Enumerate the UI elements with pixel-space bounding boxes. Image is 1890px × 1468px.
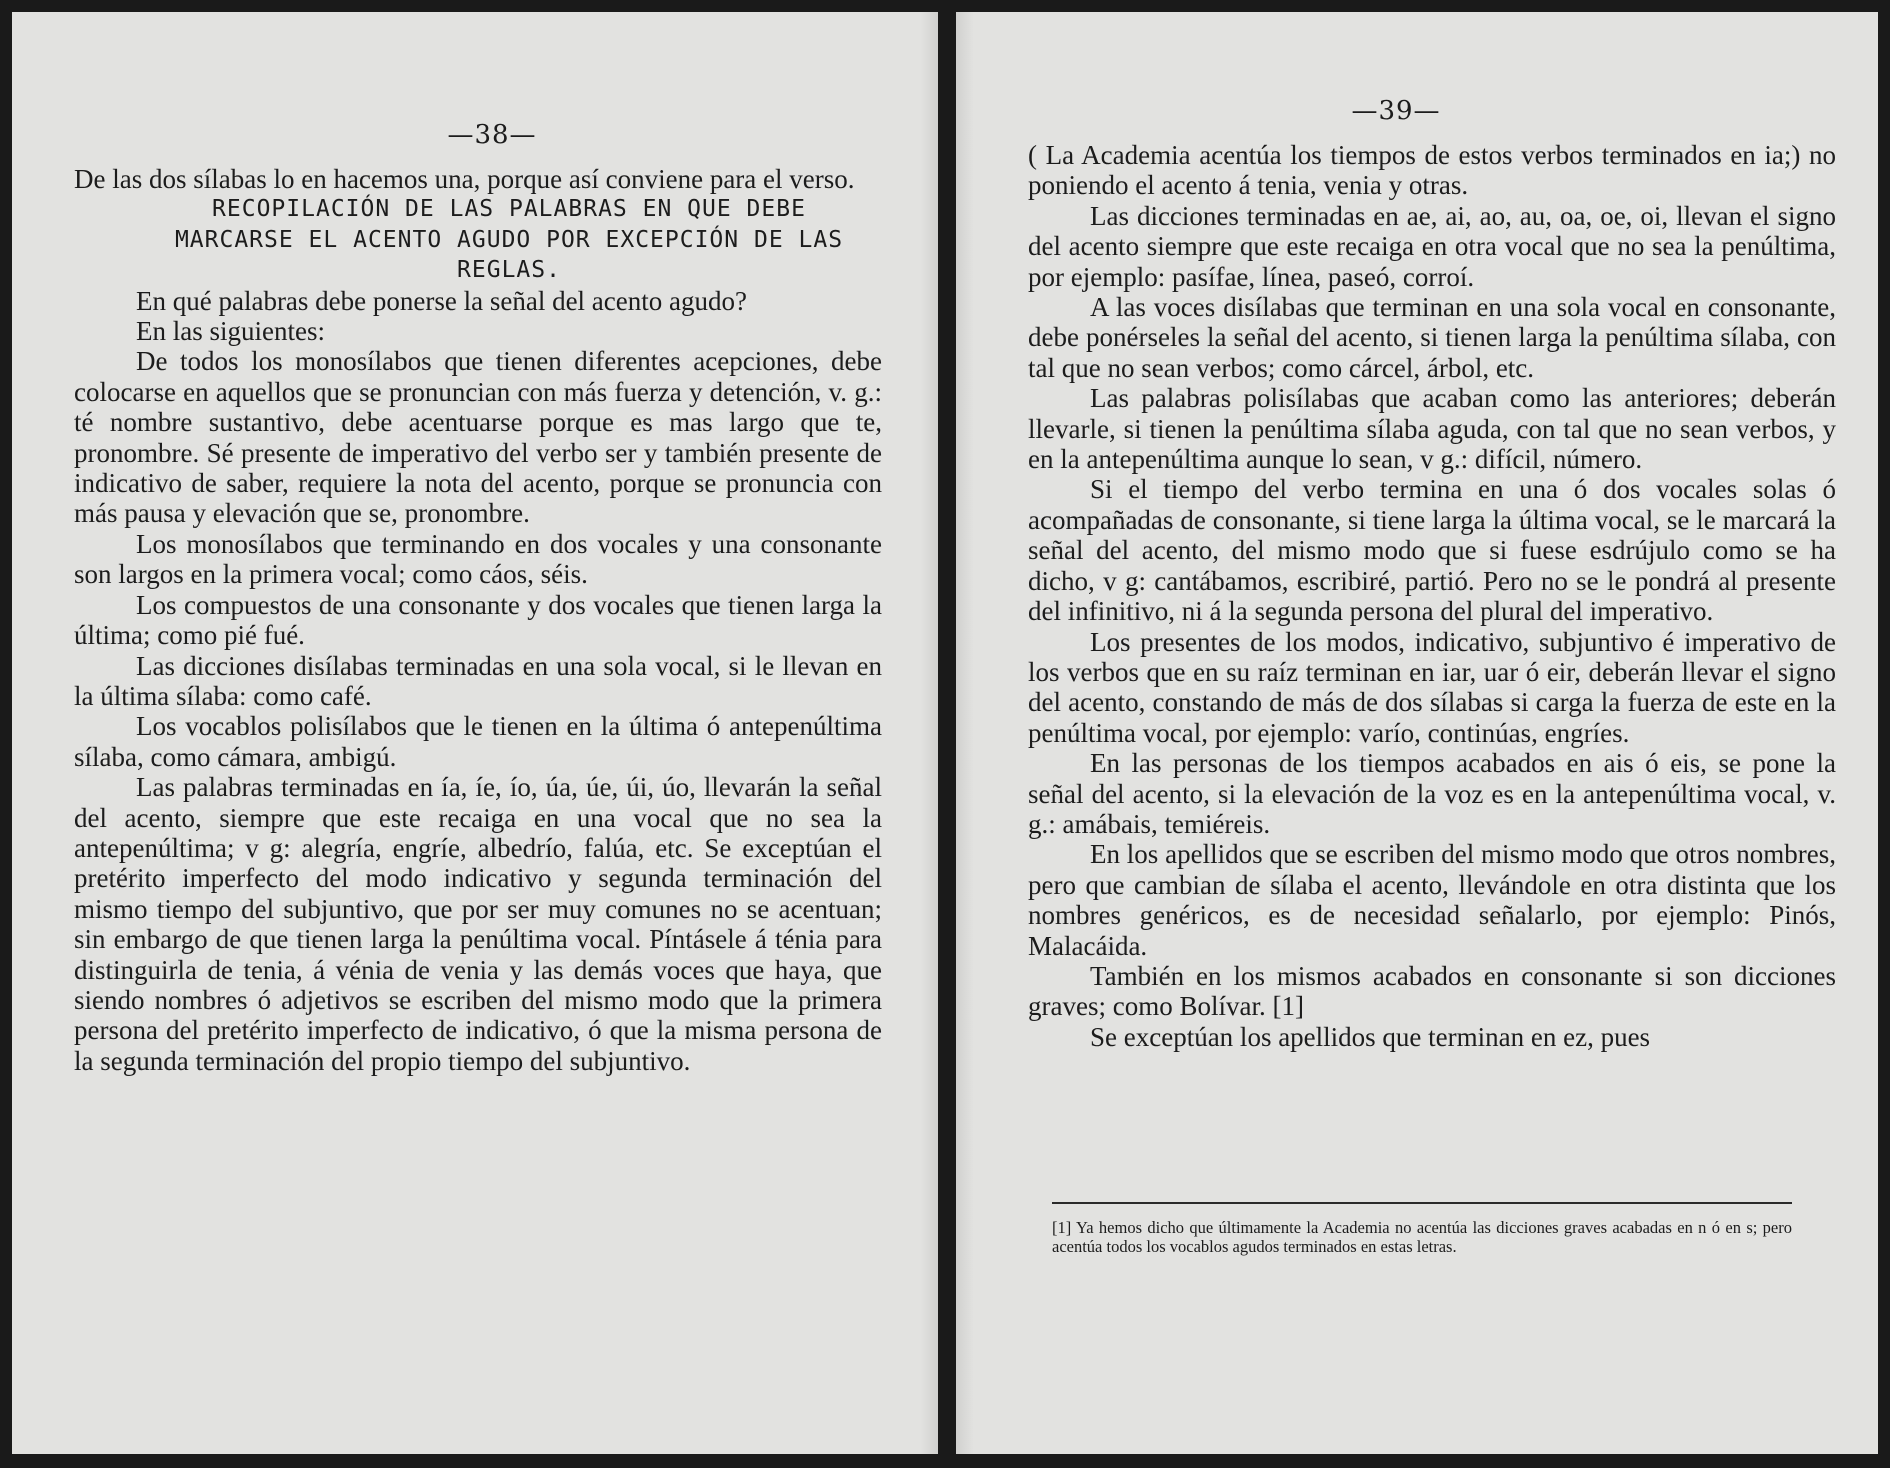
page-number: —38— <box>447 120 537 150</box>
paragraph: De todos los monosílabos que tienen diferentes acepciones, debe colocarse en aquellos que se pronuncian con más fuerza y detención, v. g.: té nombre sustantivo, debe acentuarse porque es mas largo que te, pronombre. Sé presente de imperativo del verbo ser y también presente de indicativo de saber, requiere la nota del acento, porque se pronuncia con más pausa y elevación que se, pronombre. <box>74 346 882 529</box>
footnote: [1] Ya hemos dicho que últimamente la Academia no acentúa las dicciones graves acabadas en n ó en s; pero acentúa todos los vocablos agudos terminados en estas letras. <box>1052 1218 1792 1256</box>
gutter-shadow <box>920 12 938 1454</box>
section-heading-line-3: REGLAS. <box>457 257 561 284</box>
paragraph: A las voces disílabas que terminan en una sola vocal en consonante, debe ponérseles la señal del acento, si tienen larga la penúltima sílaba, con tal que no sean verbos; como cárcel, árbol, etc. <box>1028 292 1836 383</box>
right-text-column <box>1028 140 1836 1052</box>
left-text-column <box>74 164 882 1076</box>
paragraph: Los compuestos de una consonante y dos vocales que tienen larga la última; como pié fué. <box>74 589 882 651</box>
page-number: —39— <box>1351 96 1441 126</box>
footnote-divider <box>1052 1202 1792 1204</box>
paragraph: Las dicciones terminadas en ae, ai, ao, au, oa, oe, oi, llevan el signo del acento siempre que este recaiga en otra vocal que no sea la penúltima, por ejemplo: pasífae, línea, paseó, corroí. <box>1028 200 1836 292</box>
paragraph: Se exceptúan los apellidos que terminan en ez, pues <box>1090 1021 1651 1052</box>
paragraph: Si el tiempo del verbo termina en una ó dos vocales solas ó acompañadas de consonante, si tiene larga la última vocal, se le marcará la señal del acento, del mismo modo que si fuese esdrújulo como se ha dicho, v g: cantábamos, escribiré, partió. Pero no se le pondrá al presente del infinitivo, ni á la segunda persona del plural del imperativo. <box>1028 474 1836 627</box>
paragraph: ( La Academia acentúa los tiempos de estos verbos terminados en ia;) no poniendo el acento á tenia, venia y otras. <box>1028 140 1836 201</box>
section-heading-line-1: RECOPILACIÓN DE LAS PALABRAS EN QUE DEBE <box>212 196 806 223</box>
paragraph: Los monosílabos que terminando en dos vocales y una consonante son largos en la primera vocal; como cáos, séis. <box>74 528 882 590</box>
gutter-shadow <box>956 12 974 1454</box>
paragraph: Las palabras terminadas en ía, íe, ío, úa, úe, úi, úo, llevarán la señal del acento, siempre que este recaiga en una vocal que no sea la antepenúltima; v g: alegría, engríe, albedrío, falúa, etc. Se exceptúan el pretérito imperfecto del modo indicativo y segunda terminación del mismo tiempo del subjuntivo, que por ser muy comunes no se acentuan; sin embargo de que tienen larga la penúltima vocal. Píntásele á ténia para distinguirla de tenia, á vénia de venia y las demás voces que haya, que siendo nombres ó adjetivos se escriben del mismo modo que la primera persona del pretérito imperfecto de indicativo, ó que la misma persona de la segunda terminación del propio tiempo del subjuntivo. <box>74 772 882 1076</box>
paragraph: Los vocablos polisílabos que le tienen en la última ó antepenúltima sílaba, como cámara, ambigú. <box>74 711 882 772</box>
paragraph: Las palabras polisílabas que acaban como las anteriores; deberán llevarle, si tienen la penúltima sílaba aguda, con tal que no sean verbos, y en la antepenúltima aunque lo sean, v g.: difícil, número. <box>1028 383 1836 475</box>
paragraph: Los presentes de los modos, indicativo, subjuntivo é imperativo de los verbos que en su raíz terminan en iar, uar ó eir, deberán llevar el signo del acento, constando de más de dos sílabas si carga la fuerza de este en la penúltima vocal, por ejemplo: varío, continúas, engríes. <box>1028 626 1836 748</box>
paragraph: En los apellidos que se escriben del mismo modo que otros nombres, pero que cambian de sílaba el acento, llevándole en otra distinta que los nombres genéricos, es de necesidad señalarlo, por ejemplo: Pinós, Malacáida. <box>1028 839 1836 961</box>
paragraph: En las siguientes: <box>136 316 325 347</box>
paragraph: En qué palabras debe ponerse la señal del acento agudo? <box>136 285 747 316</box>
left-page <box>12 12 938 1454</box>
right-page <box>956 12 1878 1454</box>
opening-paragraph: De las dos sílabas lo en hacemos una, porque así conviene para el verso. <box>74 164 855 194</box>
paragraph: También en los mismos acabados en consonante si son dicciones graves; como Bolívar. [1] <box>1028 960 1836 1022</box>
paragraph: En las personas de los tiempos acabados en ais ó eis, se pone la señal del acento, si la elevación de la voz es en la antepenúltima vocal, v. g.: amábais, temiéreis. <box>1028 748 1836 839</box>
section-heading-line-2: MARCARSE EL ACENTO AGUDO POR EXCEPCIÓN DE LAS <box>174 226 844 253</box>
paragraph: Las dicciones disílabas terminadas en una sola vocal, si le llevan en la última sílaba: como café. <box>74 650 882 711</box>
